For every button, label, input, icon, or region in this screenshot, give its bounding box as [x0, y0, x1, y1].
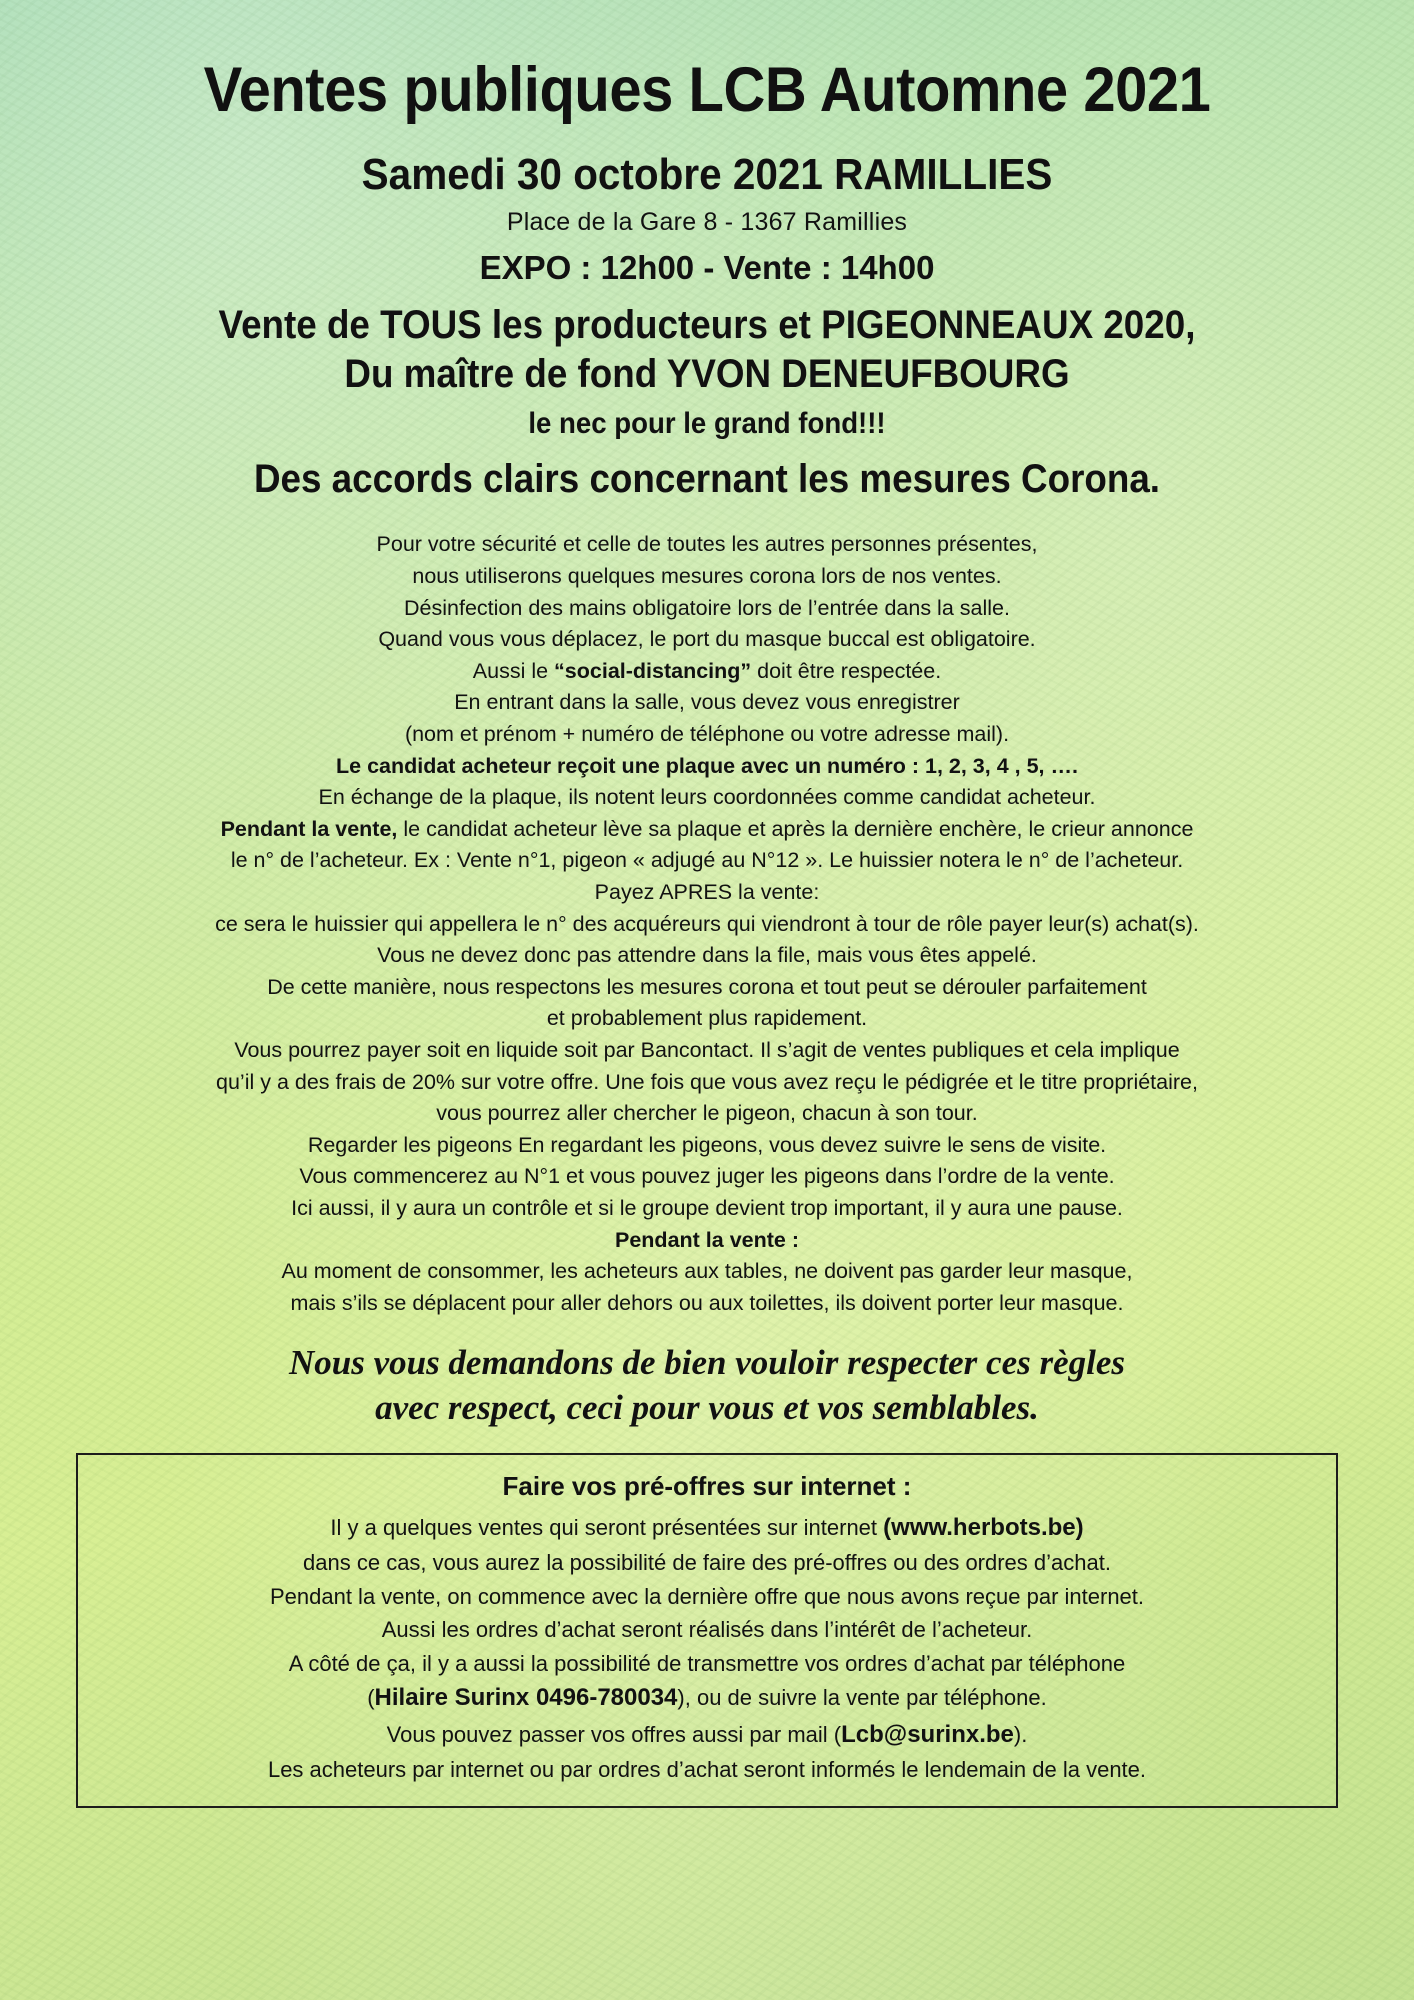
rule-line: Quand vous vous déplacez, le port du masque buccal est obligatoire. — [378, 627, 1036, 652]
contact-phone: Hilaire Surinx 0496-780034 — [374, 1684, 678, 1712]
contact-post: ), ou de suivre la vente par téléphone. — [677, 1685, 1047, 1711]
respect-line-2: avec respect, ceci pour vous et vos semblables. — [375, 1388, 1039, 1428]
event-address: Place de la Gare 8 - 1367 Ramillies — [506, 208, 908, 237]
page-title: Ventes publiques LCB Automne 2021 — [203, 55, 1211, 125]
rule-line: mais s’ils se déplacent pour aller dehors ou aux toilettes, ils doivent porter leur masque. — [290, 1290, 1124, 1315]
rule-line: Vous pourrez payer soit en liquide soit par Bancontact. Il s’agit de ventes publiques et cela implique — [234, 1037, 1180, 1062]
social-distancing-post: doit être respectée. — [751, 658, 942, 683]
internet-line-2: dans ce cas, vous aurez la possibilité de faire des pré-offres ou des ordres d’achat. — [303, 1550, 1111, 1576]
rule-line: (nom et prénom + numéro de téléphone ou votre adresse mail). — [404, 722, 1010, 746]
respect-message — [48, 1341, 1366, 1431]
rule-line: En entrant dans la salle, vous devez vous enregistrer — [454, 690, 960, 715]
rule-line: Vous ne devez donc pas attendre dans la file, mais vous êtes appelé. — [377, 943, 1037, 968]
event-schedule: EXPO : 12h00 - Vente : 14h00 — [479, 249, 935, 287]
rule-social-distancing — [48, 656, 1366, 688]
social-distancing-term: “social-distancing” — [554, 658, 752, 683]
rule-line: et probablement plus rapidement. — [546, 1006, 868, 1031]
sale-line-2: Du maître de fond YVON DENEUFBOURG — [344, 352, 1070, 397]
plaque-line-text: Le candidat acheteur reçoit une plaque avec un numéro : 1, 2, 3, 4 , 5, …. — [336, 753, 1078, 778]
internet-line-1-pre: Il y a quelques ventes qui seront présentées sur internet — [330, 1514, 884, 1540]
rule-line: De cette manière, nous respectons les mesures corona et tout peut se dérouler parfaitement — [267, 974, 1147, 999]
internet-box-title: Faire vos pré-offres sur internet : — [502, 1470, 912, 1501]
rule-plaque-line — [48, 751, 1366, 783]
rule-line: Ici aussi, il y aura un contrôle et si le groupe devient trop important, il y aura une pause. — [291, 1195, 1123, 1220]
event-date: Samedi 30 octobre 2021 RAMILLIES — [361, 150, 1053, 200]
social-distancing-pre: Aussi le — [472, 658, 555, 683]
rule-during-sale-heading — [48, 1225, 1366, 1257]
internet-line-7 — [98, 1717, 1316, 1753]
rule-line: Payez APRES la vente: — [594, 879, 820, 904]
rule-line: En échange de la plaque, ils notent leurs coordonnées comme candidat acheteur. — [318, 785, 1096, 810]
herbots-website: (www.herbots.be) — [883, 1513, 1084, 1541]
corona-heading: Des accords clairs concernant les mesures Corona. — [253, 457, 1161, 502]
rule-line: Pour votre sécurité et celle de toutes les autres personnes présentes, — [376, 532, 1038, 557]
respect-line-1: Nous vous demandons de bien vouloir respecter ces règles — [288, 1343, 1126, 1383]
internet-line-8: Les acheteurs par internet ou par ordres d’achat seront informés le lendemain de la vente. — [267, 1757, 1147, 1783]
email-pre: Vous pouvez passer vos offres aussi par mail ( — [386, 1721, 842, 1747]
internet-line-1 — [98, 1510, 1316, 1546]
rule-line: qu’il y a des frais de 20% sur votre offre. Une fois que vous avez reçu le pédigrée et le titre propriétaire, — [216, 1069, 1198, 1094]
rule-line: nous utiliserons quelques mesures corona lors de nos ventes. — [412, 564, 1002, 589]
rule-line: Au moment de consommer, les acheteurs aux tables, ne doivent pas garder leur masque, — [281, 1259, 1133, 1284]
internet-line-6 — [98, 1680, 1316, 1716]
rule-line: Désinfection des mains obligatoire lors de l’entrée dans la salle. — [404, 595, 1010, 620]
rule-line: le n° de l’acheteur. Ex : Vente n°1, pigeon « adjugé au N°12 ». Le huissier notera le n° de l’acheteur. — [230, 848, 1184, 873]
rules-block — [48, 529, 1366, 1319]
during-sale-heading-text: Pendant la vente : — [615, 1227, 799, 1252]
rule-during-sale — [48, 814, 1366, 846]
rule-line: ce sera le huissier qui appellera le n° des acquéreurs qui viendront à tour de rôle payer leur(s) achat(s). — [215, 911, 1199, 936]
during-sale-text: le candidat acheteur lève sa plaque et après la dernière enchère, le crieur annonce — [397, 816, 1194, 841]
rule-line: Regarder les pigeons En regardant les pigeons, vous devez suivre le sens de visite. — [307, 1132, 1107, 1157]
rule-line: Vous commencerez au N°1 et vous pouvez juger les pigeons dans l’ordre de la vente. — [299, 1164, 1115, 1189]
internet-line-4: Aussi les ordres d’achat seront réalisés dans l’intérêt de l’acheteur. — [381, 1617, 1033, 1643]
email-post: ). — [1013, 1721, 1028, 1747]
rule-line: vous pourrez aller chercher le pigeon, chacun à son tour. — [436, 1101, 978, 1126]
tagline: le nec pour le grand fond!!! — [528, 407, 886, 441]
internet-box-body — [98, 1510, 1316, 1787]
internet-line-5: A côté de ça, il y a aussi la possibilité de transmettre vos ordres d’achat par téléphone — [288, 1650, 1126, 1676]
internet-line-3: Pendant la vente, on commence avec la dernière offre que nous avons reçue par internet. — [269, 1583, 1145, 1609]
contact-email: Lcb@surinx.be — [841, 1720, 1014, 1748]
sale-line-1: Vente de TOUS les producteurs et PIGEONNEAUX 2020, — [218, 303, 1196, 348]
contact-pre: ( — [367, 1685, 375, 1711]
during-sale-label: Pendant la vente, — [220, 816, 398, 841]
internet-offers-box — [76, 1453, 1338, 1809]
